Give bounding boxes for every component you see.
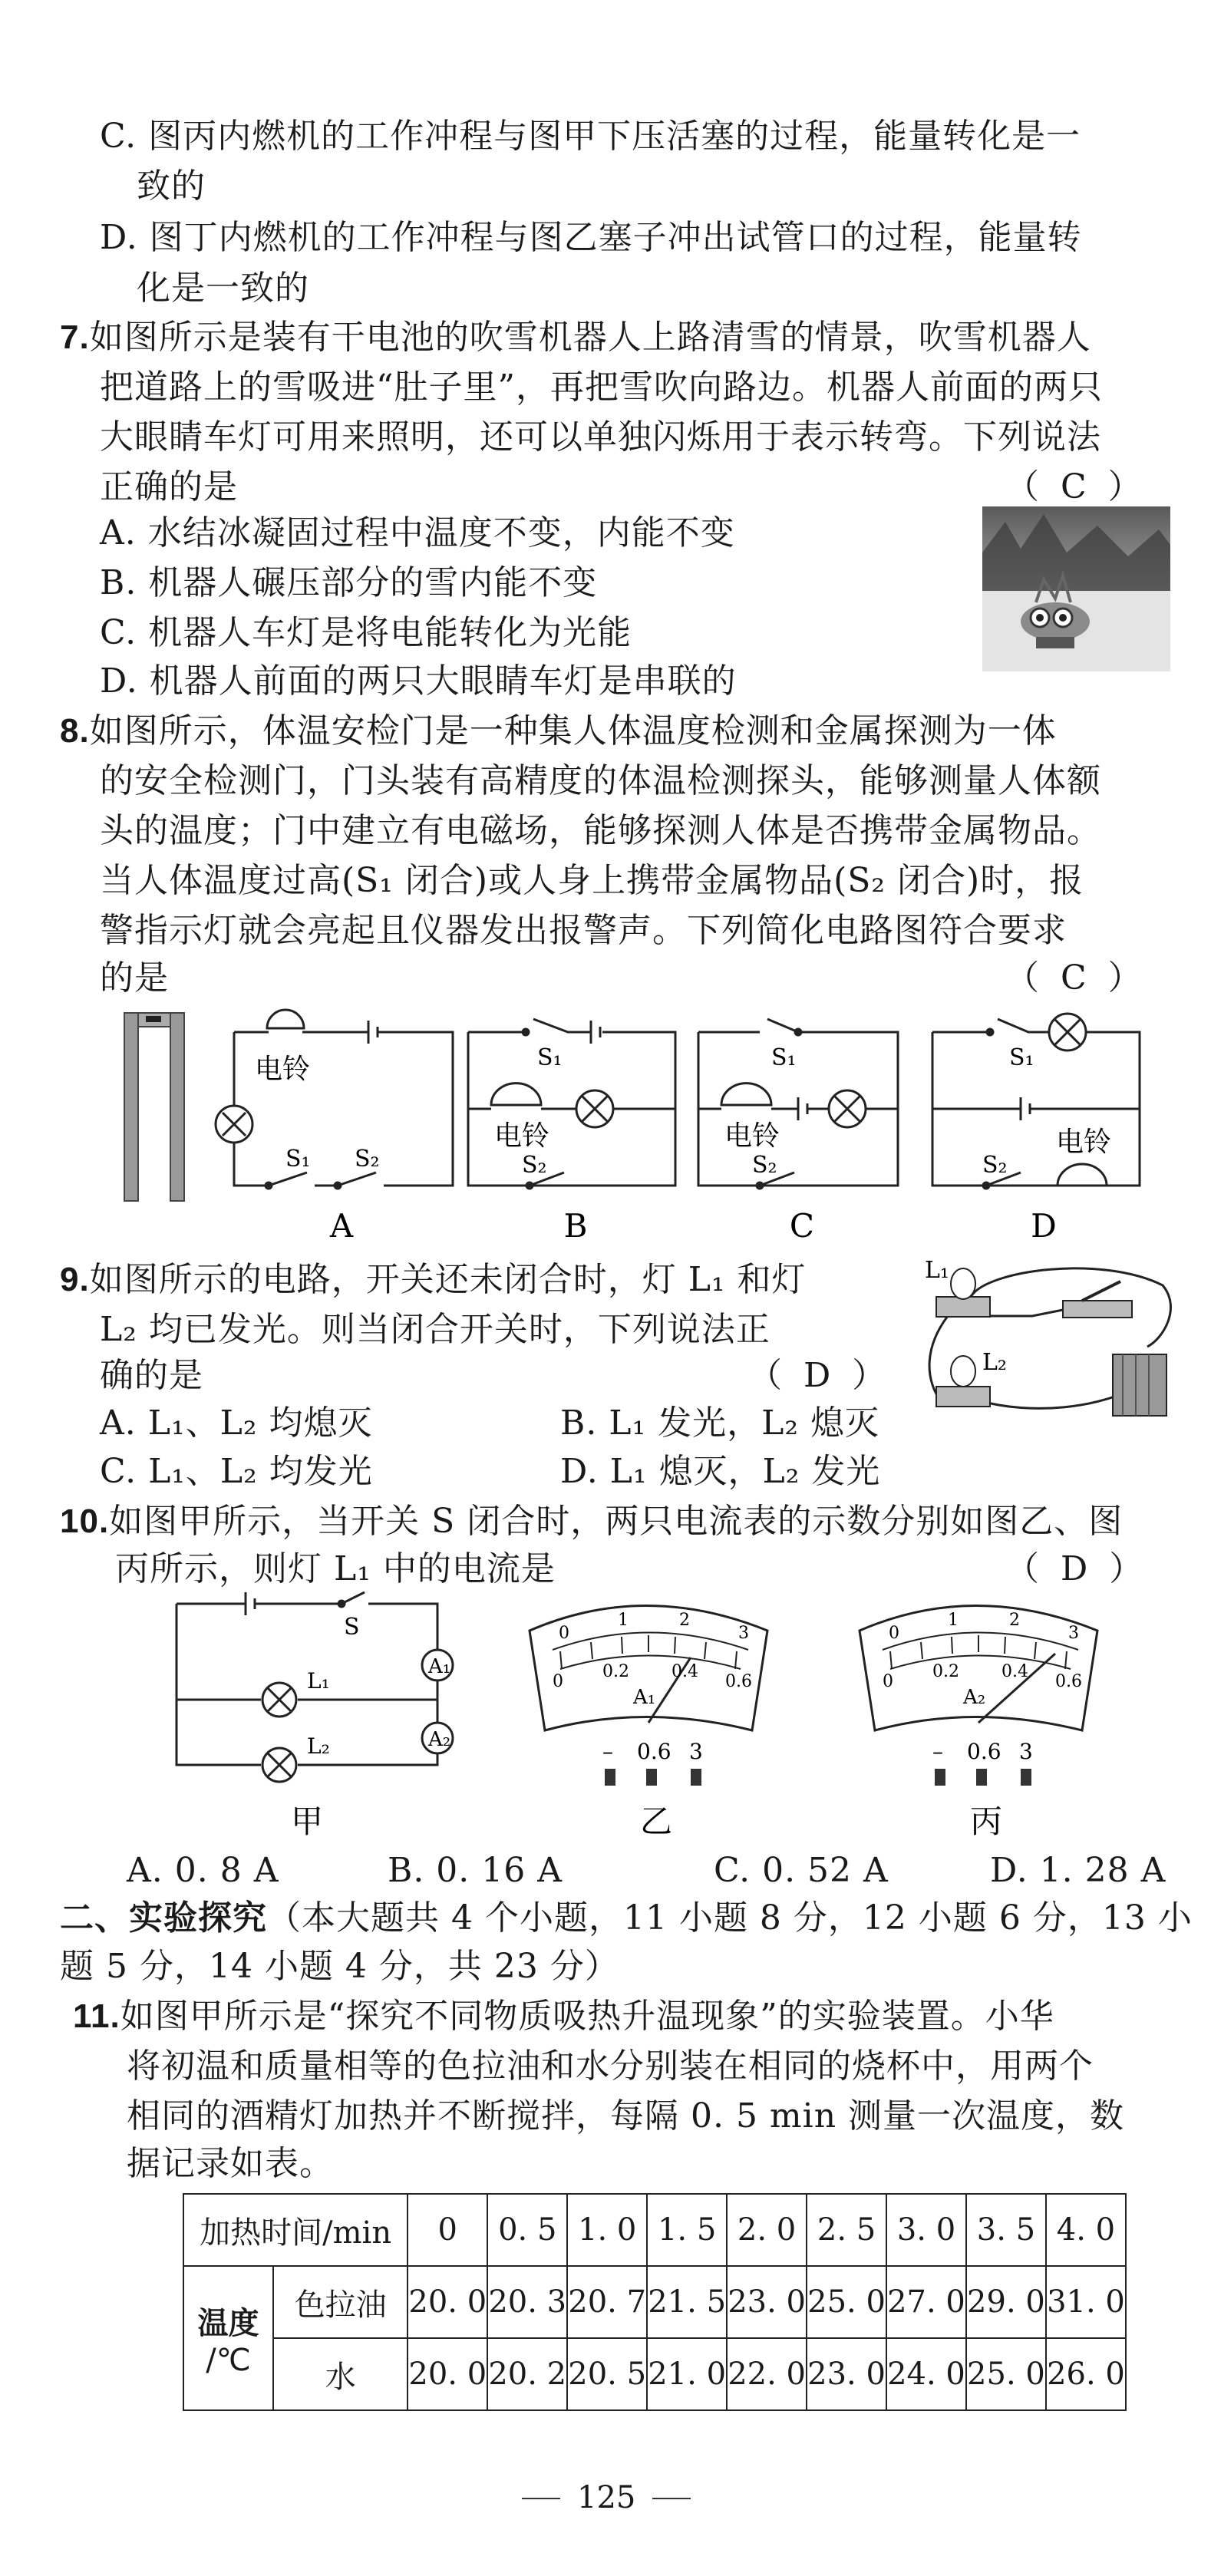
circuit-c [698, 1019, 898, 1189]
q7-line2: 把道路上的雪吸进“肚子里”，再把雪吹向路边。机器人前面的两只 [100, 368, 1103, 407]
q9-text1: 如图所示的电路，开关还未闭合时，灯 L₁ 和灯 [89, 1260, 807, 1299]
page-number: 125 [577, 2480, 636, 2515]
meter-bing-bottom-3: 0.6 [1055, 1672, 1082, 1691]
table-cell: 20. 2 [487, 2338, 567, 2410]
q10-l1-label: L₁ [307, 1668, 330, 1694]
meter-bing-top-0: 0 [889, 1624, 899, 1643]
table-cell: 3. 5 [966, 2194, 1046, 2266]
section2-title: 二、实验探究 [60, 1898, 267, 1938]
meter-yi-term-neg: – [602, 1739, 613, 1764]
circuit-a [216, 1010, 453, 1189]
q8-text1: 如图所示，体温安检门是一种集人体温度检测和金属探测为一体 [89, 711, 1057, 750]
q7-option-c: C. 机器人车灯是将电能转化为光能 [100, 613, 632, 652]
q10-option-a: A. 0. 8 A [127, 1851, 279, 1890]
page-number-rule-left [522, 2498, 560, 2499]
table-cell: 25. 0 [966, 2338, 1046, 2410]
q10-line2: 丙所示，则灯 L₁ 中的电流是 [115, 1549, 556, 1588]
q11-line4: 据记录如表。 [127, 2144, 334, 2183]
table-water-label: 水 [273, 2338, 408, 2410]
table-cell: 26. 0 [1046, 2338, 1126, 2410]
q7-line4: 正确的是 [100, 467, 238, 506]
q10-option-d: D. 1. 28 A [990, 1851, 1166, 1890]
circuit-a-s2-label: S₂ [355, 1146, 380, 1173]
q9-fig-l2-label: L₂ [982, 1349, 1007, 1376]
q8-line6: 的是 [100, 958, 169, 998]
q8-line4: 当人体温度过高(S₁ 闭合)或人身上携带金属物品(S₂ 闭合)时，报 [100, 861, 1084, 900]
q11-line3: 相同的酒精灯加热并不断搅拌，每隔 0. 5 min 测量一次温度，数 [127, 2096, 1125, 2136]
q6-option-d-line2: 化是一致的 [137, 269, 309, 308]
table-cell: 31. 0 [1046, 2266, 1126, 2338]
circuit-d-bell-label: 电铃 [1055, 1126, 1112, 1158]
meter-yi-bottom-0: 0 [553, 1672, 563, 1691]
table-head-time: 加热时间/min [183, 2194, 408, 2266]
q9-option-d: D. L₁ 熄灭，L₂ 发光 [560, 1452, 881, 1491]
q11-line2: 将初温和质量相等的色拉油和水分别装在相同的烧杯中，用两个 [127, 2047, 1094, 2086]
table-cell: 23. 0 [727, 2266, 807, 2338]
table-cell: 20. 5 [567, 2338, 647, 2410]
circuit-d [932, 1014, 1140, 1189]
meter-bing-term-neg: – [932, 1739, 943, 1764]
q7-option-a: A. 水结冰凝固过程中温度不变，内能不变 [100, 513, 735, 552]
meter-bing-bottom-2: 0.4 [1001, 1662, 1028, 1681]
q7-answer: （ C ） [1005, 467, 1142, 506]
meter-yi-a1: A₁ [633, 1686, 656, 1709]
table-cell: 23. 0 [807, 2338, 886, 2410]
q7-option-b: B. 机器人碾压部分的雪内能不变 [100, 563, 598, 602]
table-cell: 24. 0 [886, 2338, 966, 2410]
table-cell: 1. 0 [567, 2194, 647, 2266]
section2-heading [60, 1895, 1193, 1941]
table-row [183, 2266, 1126, 2338]
meter-yi-top-0: 0 [559, 1624, 569, 1643]
circuit-c-bell-label: 电铃 [724, 1120, 780, 1152]
q7-line1 [60, 315, 1091, 361]
q9-option-c: C. L₁、L₂ 均发光 [100, 1452, 373, 1491]
meter-yi-term-3: 3 [689, 1739, 703, 1764]
table-cell: 25. 0 [807, 2266, 886, 2338]
q7-line3: 大眼睛车灯可用来照明，还可以单独闪烁用于表示转弯。下列说法 [100, 417, 1101, 457]
table-cell: 4. 0 [1046, 2194, 1126, 2266]
q11-number: 11. [73, 1997, 120, 2035]
q10-answer: （ D ） [1005, 1549, 1143, 1588]
q6-option-d-line1: D. 图丁内燃机的工作冲程与图乙塞子冲出试管口的过程，能量转 [100, 218, 1082, 257]
circuit-d-s2-label: S₂ [982, 1152, 1008, 1179]
meter-bing-top-2: 2 [1009, 1611, 1020, 1630]
table-cell: 1. 5 [647, 2194, 727, 2266]
meter-yi-bottom-1: 0.2 [602, 1662, 629, 1681]
meter-yi-bottom-3: 0.6 [725, 1672, 752, 1691]
ammeter-yi [530, 1606, 767, 1786]
q10-a2-label: A₂ [428, 1728, 451, 1751]
q10-caption-yi: 乙 [639, 1803, 673, 1840]
table-temp-label [183, 2266, 273, 2410]
meter-yi-term-06: 0.6 [637, 1739, 671, 1764]
table-cell: 20. 3 [487, 2266, 567, 2338]
meter-bing-bottom-1: 0.2 [932, 1662, 959, 1681]
q7-option-d: D. 机器人前面的两只大眼睛车灯是串联的 [100, 661, 737, 701]
q10-line1 [60, 1499, 1123, 1545]
circuit-c-s1-label: S₁ [771, 1044, 797, 1071]
q9-fig-l1-label: L₁ [925, 1257, 949, 1284]
q11-line1 [73, 1994, 1054, 2040]
q7-number: 7. [60, 318, 90, 356]
table-cell: 3. 0 [886, 2194, 966, 2266]
circuit-a-label: A [329, 1207, 354, 1245]
table-cell: 20. 0 [408, 2266, 487, 2338]
q10-caption-bing: 丙 [969, 1803, 1003, 1840]
meter-bing-term-06: 0.6 [967, 1739, 1001, 1764]
meter-yi-top-2: 2 [679, 1611, 690, 1630]
q11-data-table [183, 2193, 1127, 2411]
q9-circuit-photo [917, 1255, 1182, 1439]
page-number-rule-right [652, 2498, 691, 2499]
table-cell: 0. 5 [487, 2194, 567, 2266]
table-cell: 20. 7 [567, 2266, 647, 2338]
q9-line2: L₂ 均已发光。则当闭合开关时，下列说法正 [100, 1310, 770, 1349]
q10-switch-label: S [344, 1614, 360, 1641]
q8-line2: 的安全检测门，门头装有高精度的体温检测探头，能够测量人体额 [100, 761, 1101, 800]
temp-label-line2: /℃ [206, 2342, 251, 2378]
circuit-a-bell-label: 电铃 [254, 1054, 311, 1085]
circuit-d-label: D [1031, 1207, 1057, 1245]
q9-line1 [60, 1257, 807, 1303]
q8-answer: （ C ） [1005, 958, 1142, 998]
table-cell: 21. 5 [647, 2266, 727, 2338]
table-cell: 2. 0 [727, 2194, 807, 2266]
q8-line5: 警指示灯就会亮起且仪器发出报警声。下列简化电路图符合要求 [100, 911, 1067, 950]
q8-line3: 头的温度；门中建立有电磁场，能够探测人体是否携带金属物品。 [100, 811, 1101, 850]
q10-number: 10. [60, 1502, 110, 1540]
table-cell: 29. 0 [966, 2266, 1046, 2338]
circuit-c-label: C [789, 1207, 815, 1245]
q9-line3: 确的是 [100, 1356, 203, 1395]
circuit-b-s1-label: S₁ [537, 1044, 563, 1071]
circuit-a-s1-label: S₁ [285, 1146, 311, 1173]
q8-circuit-figures [115, 998, 1174, 1251]
section2-desc2: 题 5 分，14 小题 4 分，共 23 分） [60, 1947, 619, 1986]
security-gate-image [124, 1013, 184, 1201]
snow-robot-photo [982, 506, 1170, 671]
q10-option-c: C. 0. 52 A [714, 1851, 889, 1890]
q9-option-b: B. L₁ 发光，L₂ 熄灭 [560, 1403, 879, 1443]
meter-bing-term-3: 3 [1019, 1739, 1033, 1764]
table-row [183, 2338, 1126, 2410]
ammeter-bing [860, 1606, 1097, 1786]
q10-figures [161, 1588, 1182, 1849]
circuit-d-s1-label: S₁ [1009, 1044, 1034, 1071]
circuit-b-label: B [563, 1207, 588, 1245]
q10-caption-jia: 甲 [290, 1803, 324, 1840]
q8-line1 [60, 708, 1057, 754]
meter-bing-a2: A₂ [963, 1686, 986, 1709]
table-cell: 22. 0 [727, 2338, 807, 2410]
meter-bing-top-3: 3 [1068, 1624, 1079, 1643]
q10-option-b: B. 0. 16 A [388, 1851, 563, 1890]
table-cell: 27. 0 [886, 2266, 966, 2338]
q10-a1-label: A₁ [428, 1655, 451, 1678]
table-row [183, 2194, 1126, 2266]
q9-number: 9. [60, 1261, 90, 1298]
meter-yi-bottom-2: 0.4 [671, 1662, 698, 1681]
meter-bing-bottom-0: 0 [883, 1672, 893, 1691]
meter-bing-top-1: 1 [948, 1611, 959, 1630]
circuit-b-s2-label: S₂ [522, 1152, 547, 1179]
meter-yi-top-3: 3 [738, 1624, 749, 1643]
q6-option-c-line1: C. 图丙内燃机的工作冲程与图甲下压活塞的过程，能量转化是一 [100, 117, 1081, 156]
q9-answer: （ D ） [748, 1356, 886, 1395]
q9-option-a: A. L₁、L₂ 均熄灭 [100, 1403, 373, 1443]
section2-desc1: （本大题共 4 个小题，11 小题 8 分，12 小题 6 分，13 小 [267, 1898, 1193, 1938]
meter-yi-top-1: 1 [618, 1611, 629, 1630]
q10-l2-label: L₂ [307, 1733, 330, 1759]
table-cell: 2. 5 [807, 2194, 886, 2266]
table-oil-label: 色拉油 [273, 2266, 408, 2338]
table-cell: 21. 0 [647, 2338, 727, 2410]
q8-number: 8. [60, 712, 90, 750]
circuit-b [468, 1019, 675, 1189]
table-cell: 0 [408, 2194, 487, 2266]
q6-option-c-line2: 致的 [137, 167, 206, 206]
q10-text1: 如图甲所示，当开关 S 闭合时，两只电流表的示数分别如图乙、图 [109, 1502, 1124, 1541]
circuit-c-s2-label: S₂ [752, 1152, 777, 1179]
q7-text1: 如图所示是装有干电池的吹雪机器人上路清雪的情景，吹雪机器人 [89, 318, 1091, 357]
temp-label-line1: 温度 [197, 2305, 259, 2341]
circuit-b-bell-label: 电铃 [493, 1120, 550, 1152]
table-cell: 20. 0 [408, 2338, 487, 2410]
q11-text1: 如图甲所示是“探究不同物质吸热升温现象”的实验装置。小华 [120, 1997, 1054, 2036]
